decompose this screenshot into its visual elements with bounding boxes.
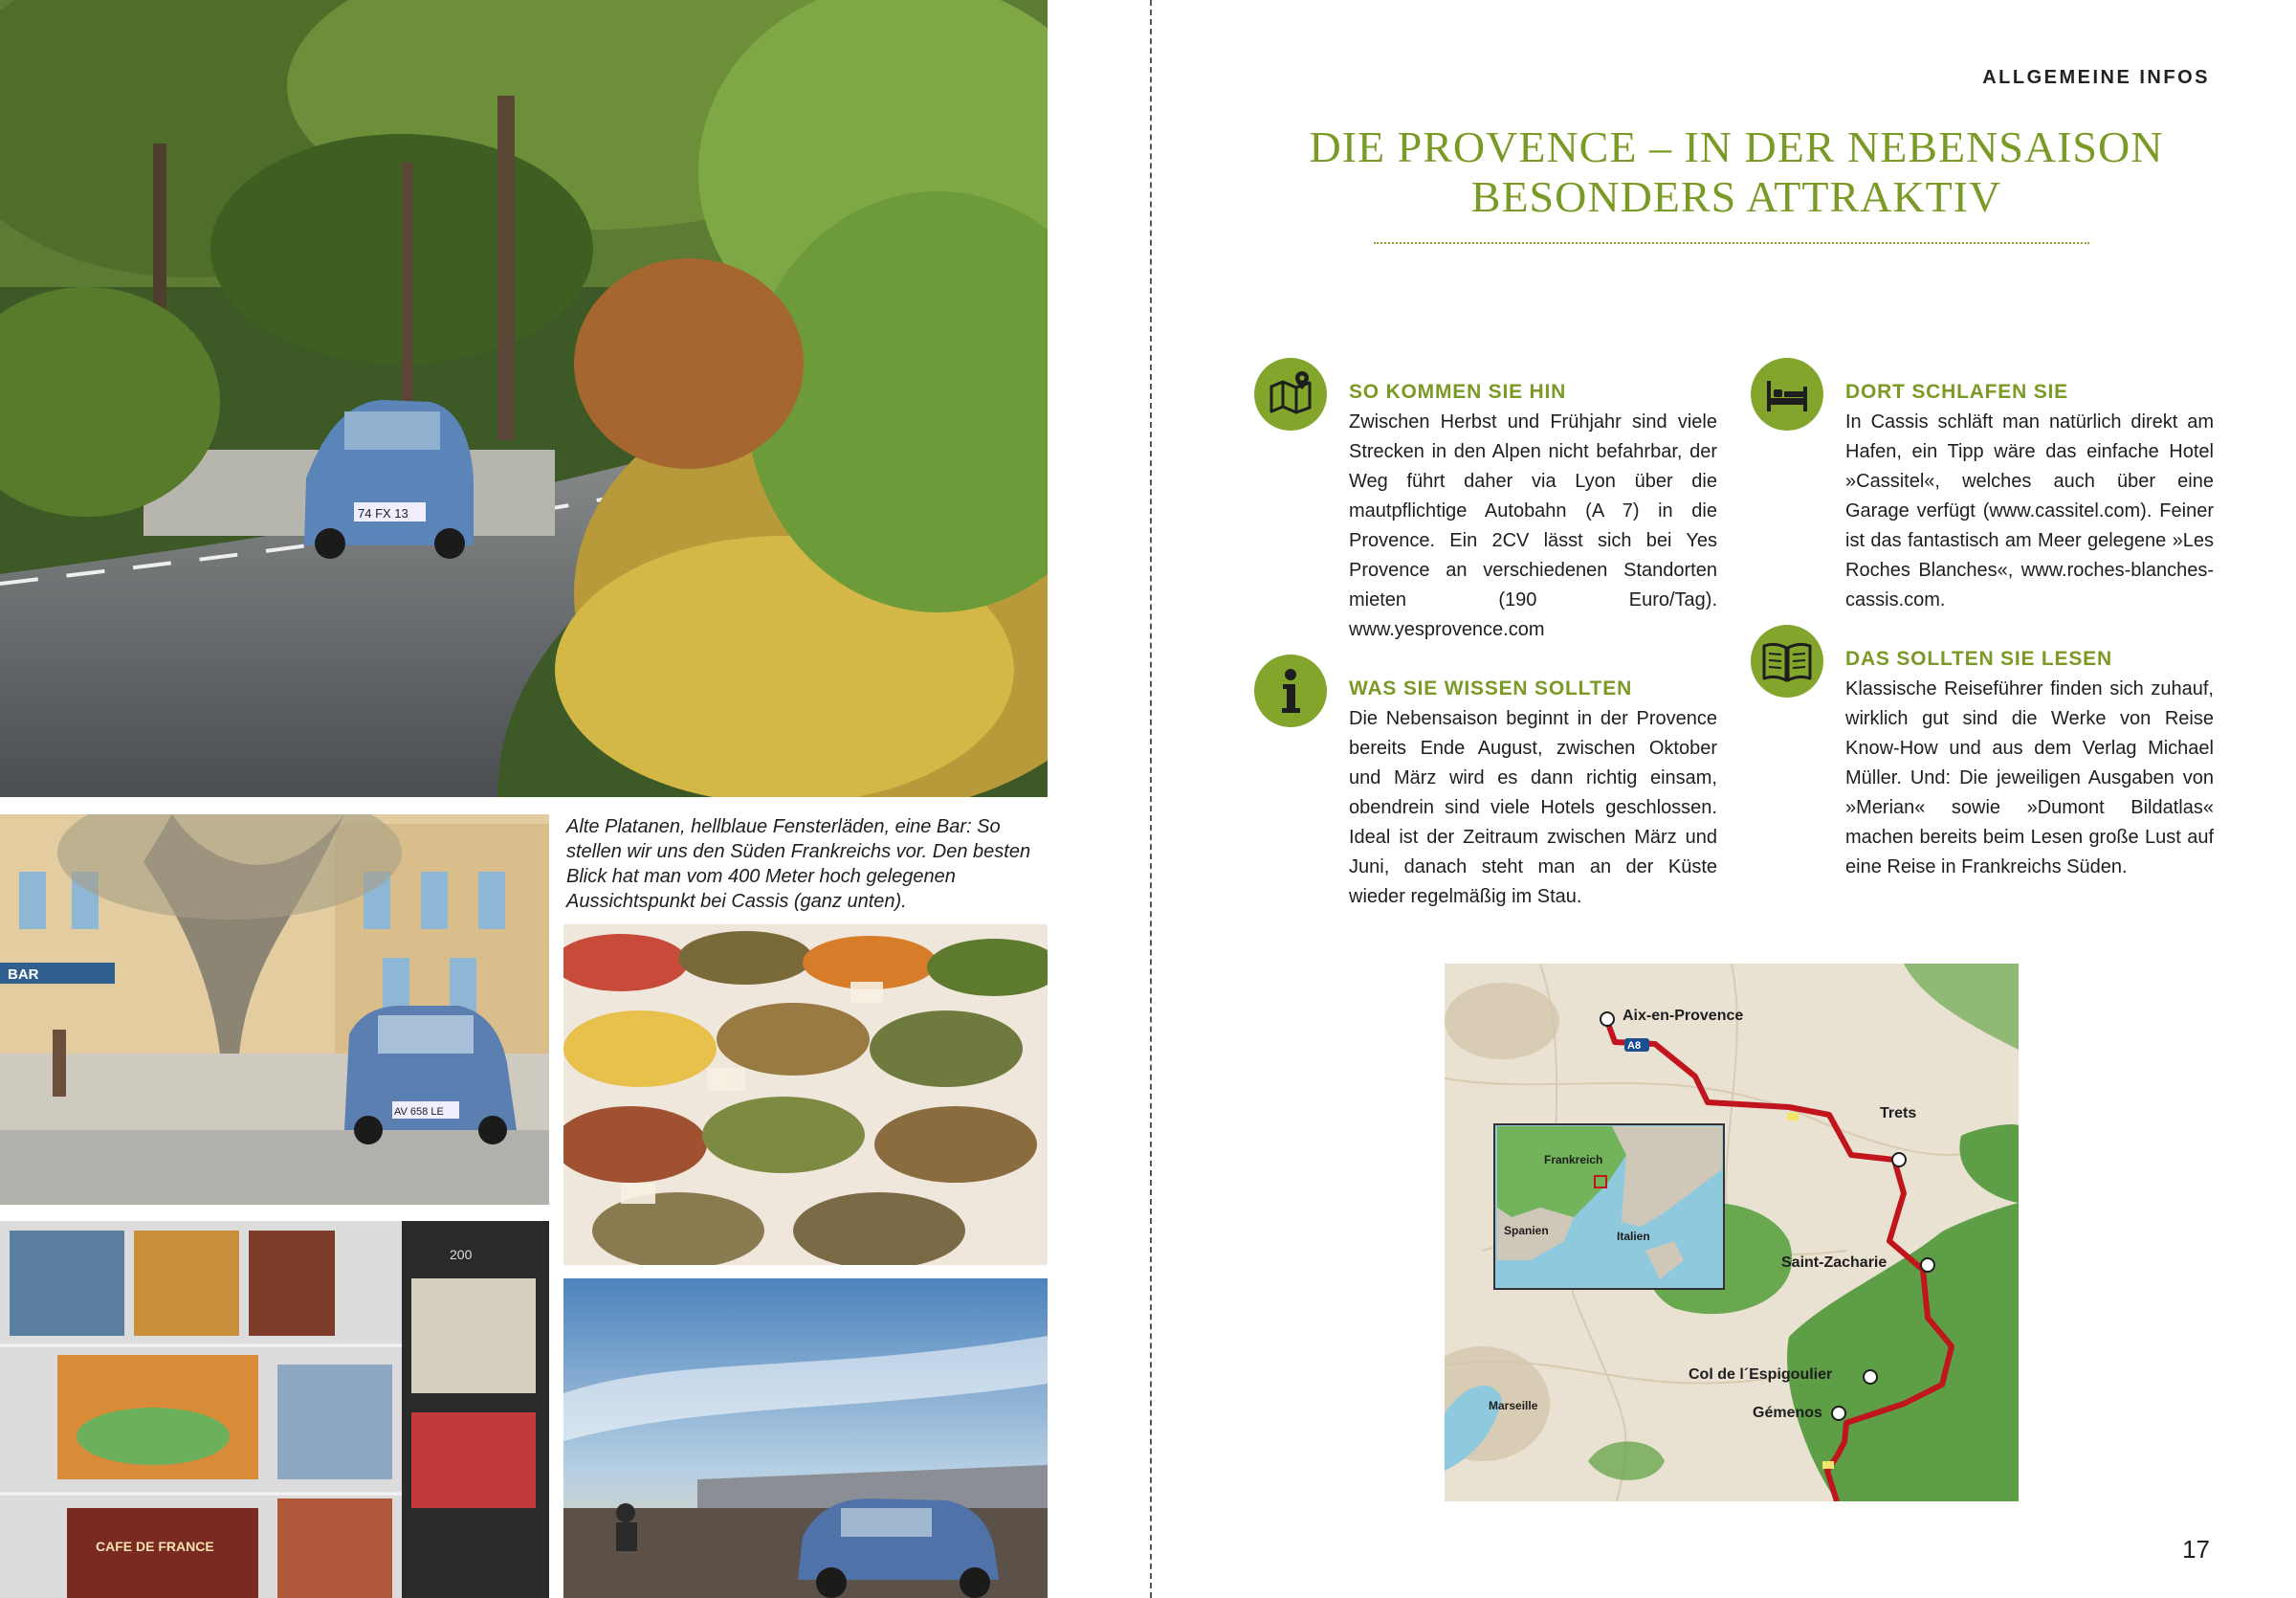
info-title-anreise: SO KOMMEN SIE HIN	[1349, 381, 1567, 403]
inset-label-italien: Italien	[1617, 1230, 1650, 1243]
photo-spice-market	[563, 924, 1048, 1265]
info-text-schlafen: In Cassis schläft man natürlich direkt am Hafen, ein Tipp wäre das einfache Hotel »Cassitel«, welches auch über eine Garage verfügt (www.cassitel.com). Feiner ist das fantastisch am Meer gelegene »Les Roches Blanches«, www.roches-blanches-cassis.com.	[1845, 411, 2214, 610]
info-text-anreise: Zwischen Herbst und Frühjahr sind viele Strecken in den Alpen nicht befahrbar, der Weg führt daher via Lyon über die mautpflichtige Autobahn (A 7) in die Provence. Ein 2CV lässt sich bei Yes Provence an verschiedenen Standorten mieten (190 Euro/Tag). www.yesprovence.com	[1349, 411, 1717, 640]
inset-label-spanien: Spanien	[1504, 1224, 1549, 1237]
route-map	[1445, 964, 2019, 1501]
page-headline	[1301, 122, 2172, 222]
map-label-aix: Aix-en-Provence	[1623, 1008, 1744, 1024]
section-label: ALLGEMEINE INFOS	[1982, 67, 2210, 88]
marker-espigoulier	[1864, 1370, 1877, 1384]
info-title-lesen: DAS SOLLTEN SIE LESEN	[1845, 648, 2112, 670]
book-icon	[1751, 625, 1823, 698]
bed-icon	[1751, 358, 1823, 431]
headline-divider	[1374, 242, 2089, 244]
photo-cassis-viewpoint	[563, 1278, 1048, 1598]
marker-aix	[1601, 1012, 1614, 1026]
postcard-top-text: 200	[450, 1247, 473, 1262]
map-label-saint-zacharie: Saint-Zacharie	[1781, 1254, 1888, 1271]
village-sign-text: BAR	[8, 966, 39, 983]
info-title-schlafen: DORT SCHLAFEN SIE	[1845, 381, 2068, 403]
photo-village-square	[0, 814, 549, 1205]
map-label-espigoulier: Col de l´Espigoulier	[1689, 1366, 1833, 1383]
info-icon	[1254, 655, 1327, 727]
photo-postcard-rack	[0, 1221, 549, 1598]
info-title-wissen: WAS SIE WISSEN SOLLTEN	[1349, 677, 1633, 699]
marker-saint-zacharie	[1921, 1258, 1934, 1272]
info-block-wissen	[1349, 676, 1717, 912]
map-label-trets: Trets	[1880, 1105, 1917, 1121]
headline-line-1: DIE PROVENCE – IN DER NEBENSAISON	[1309, 122, 2164, 171]
road-shield-a8: A8	[1627, 1040, 1642, 1052]
headline-line-2: BESONDERS ATTRAKTIV	[1470, 172, 2002, 221]
marker-gemenos	[1832, 1407, 1845, 1420]
info-text-wissen: Die Nebensaison beginnt in der Provence bereits Ende August, zwischen Oktober und März wird es dann richtig einsam, obendrein sind viele Hotels geschlossen. Ideal ist der Zeitraum zwischen März und Juni, danach steht man an der Küste wieder regelmäßig im Stau.	[1349, 708, 1717, 907]
page-fold	[1150, 0, 1152, 1598]
info-block-lesen	[1845, 646, 2214, 882]
info-block-schlafen	[1845, 379, 2214, 615]
page-number: 17	[2182, 1535, 2210, 1564]
info-text-lesen: Klassische Reiseführer finden sich zuhauf, wirklich gut sind die Werke von Reise Know-How und aus dem Verlag Michael Müller. Und: Die jeweiligen Ausgaben von »Merian« sowie »Dumont Bildatlas« machen bereits beim Lesen große Lust auf eine Reise in Frankreichs Süden.	[1845, 678, 2214, 877]
photo-caption: Alte Platanen, hellblaue Fensterläden, eine Bar: So stellen wir uns den Süden Frankreichs vor. Den besten Blick hat man vom 400 Meter hoch gelegenen Aussichtspunkt bei Cassis (ganz unten).	[566, 816, 1031, 912]
map-label-gemenos: Gémenos	[1753, 1405, 1822, 1421]
village-plate-text: AV 658 LE	[394, 1106, 444, 1118]
road-plate-text: 74 FX 13	[358, 506, 408, 521]
info-block-anreise	[1349, 379, 1717, 645]
inset-label-frankreich: Frankreich	[1544, 1153, 1603, 1166]
map-label-marseille: Marseille	[1489, 1399, 1538, 1412]
map-icon	[1254, 358, 1327, 431]
postcard-sign-text: CAFE DE FRANCE	[96, 1539, 214, 1554]
photo-2cv-on-mountain-road	[0, 0, 1048, 797]
marker-trets	[1892, 1153, 1906, 1166]
